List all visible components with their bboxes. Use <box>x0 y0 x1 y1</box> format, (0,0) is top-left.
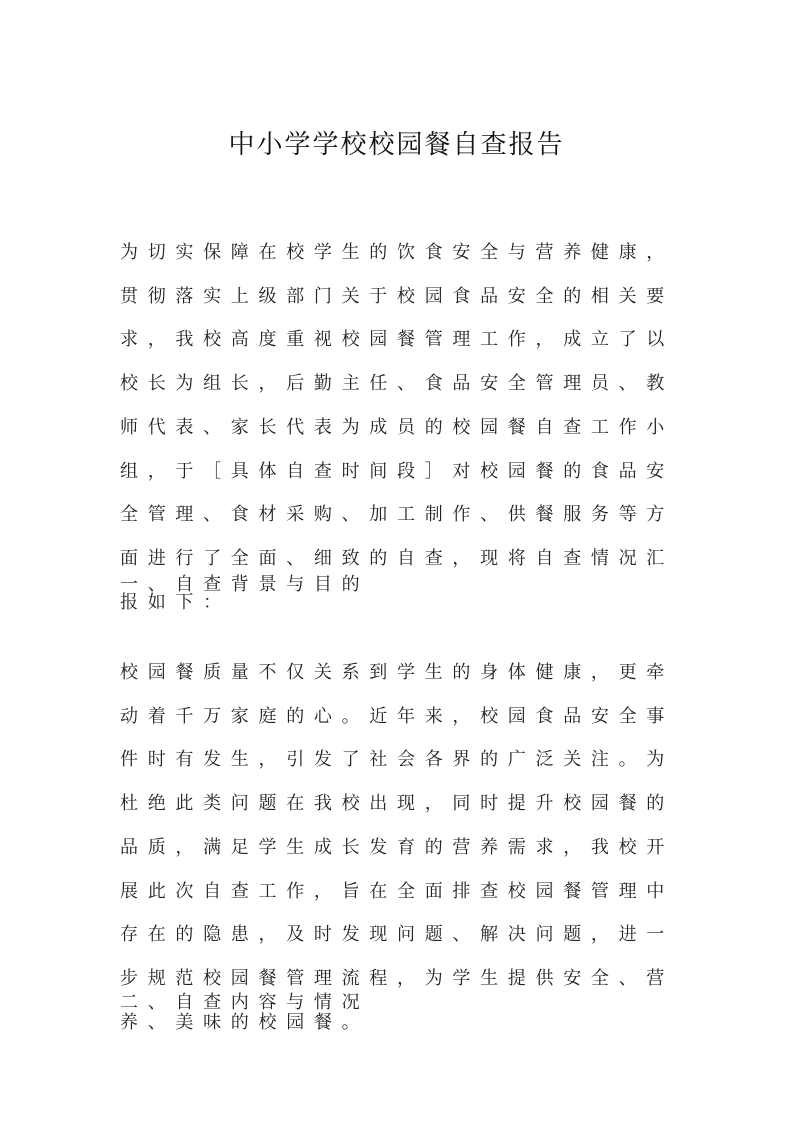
section-heading-background: 一、自查背景与目的 <box>120 574 370 595</box>
background-paragraph: 校园餐质量不仅关系到学生的身体健康，更牵动着千万家庭的心。近年来，校园食品安全事件时有发生，引发了社会各界的广泛关注。为杜绝此类问题在我校出现，同时提升校园餐的品质，满足学生成长发育的营养需求，我校开展此次自查工作，旨在全面排查校园餐管理中存在的隐患，及时发现问题、解决问题，进一步规范校园餐管理流程，为学生提供安全、营养、美味的校园餐。 <box>120 662 674 1033</box>
intro-paragraph: 为切实保障在校学生的饮食安全与营养健康，贯彻落实上级部门关于校园食品安全的相关要求，我校高度重视校园餐管理工作，成立了以校长为组长，后勤主任、食品安全管理员、教师代表、家长代表为成员的校园餐自查工作小组，于［具体自查时间段］对校园餐的食品安全管理、食材采购、加工制作、供餐服务等方面进行了全面、细致的自查，现将自查情况汇报如下： <box>120 242 674 613</box>
document-title: 中小学学校校园餐自查报告 <box>228 130 565 160</box>
section-heading-content: 二、自查内容与情况 <box>120 992 370 1013</box>
